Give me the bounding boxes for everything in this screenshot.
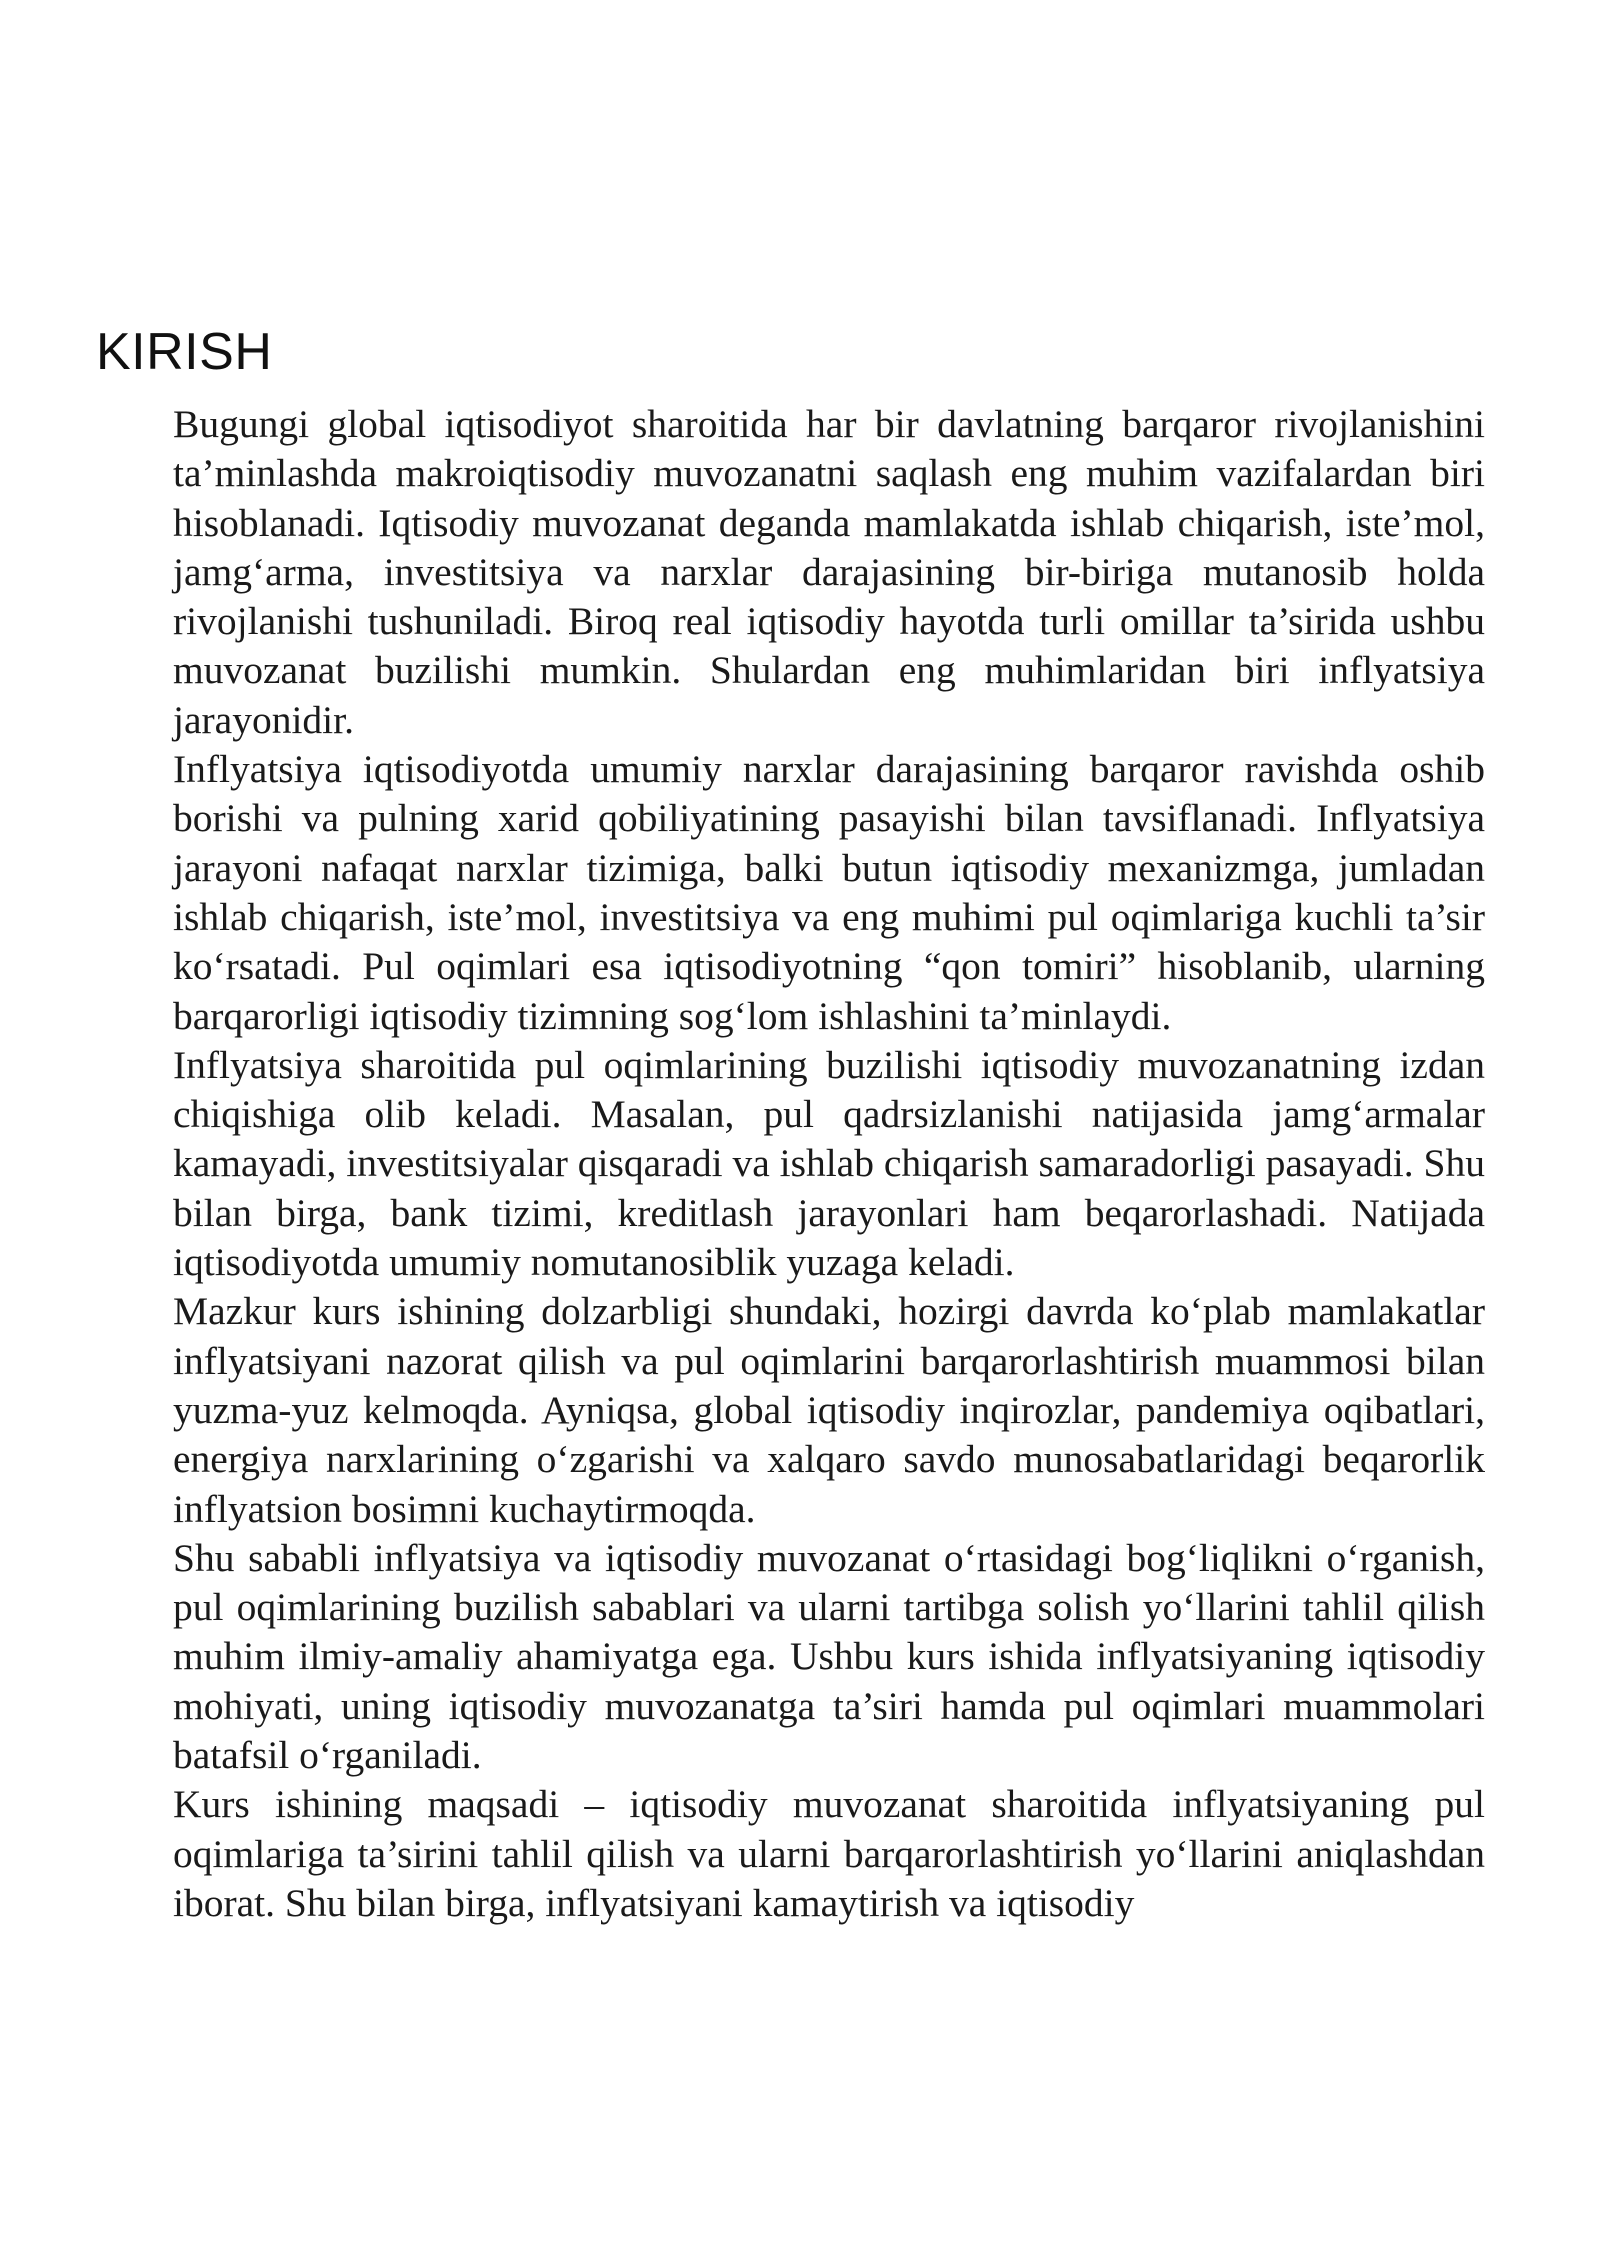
body-text — [173, 400, 1485, 1928]
paragraph-1: Bugungi global iqtisodiyot sharoitida har bir davlatning barqaror rivojlanishini ta’minlashda makroiqtisodiy muvozanatni saqlash eng muhim vazifalardan biri hisoblanadi. Iqtisodiy muvozanat deganda mamlakatda ishlab chiqarish, iste’mol, jamg‘arma, investitsiya va narxlar darajasining bir-biriga mutanosib holda rivojlanishi tushuniladi. Biroq real iqtisodiy hayotda turli omillar ta’sirida ushbu muvozanat buzilishi mumkin. Shulardan eng muhimlaridan biri inflyatsiya jarayonidir. — [173, 402, 1485, 742]
paragraph-5: Shu sababli inflyatsiya va iqtisodiy muvozanat o‘rtasidagi bog‘liqlikni o‘rganish, pul oqimlarining buzilish sabablari va ularni tartibga solish yo‘llarini tahlil qilish muhim ilmiy-amaliy ahamiyatga ega. Ushbu kurs ishida inflyatsiyaning iqtisodiy mohiyati, uning iqtisodiy muvozanatga ta’siri hamda pul oqimlari muammolari batafsil o‘rganiladi. — [173, 1535, 1485, 1778]
paragraph-6: Kurs ishining maqsadi – iqtisodiy muvozanat sharoitida inflyatsiyaning pul oqimlariga ta’sirini tahlil qilish va ularni barqarorlashtirish yo‘llarini aniqlashdan iborat. Shu bilan birga, inflyatsiyani kamaytirish va iqtisodiy — [173, 1782, 1485, 1925]
paragraph-2: Inflyatsiya iqtisodiyotda umumiy narxlar darajasining barqaror ravishda oshib borishi va pulning xarid qobiliyatining pasayishi bilan tavsiflanadi. Inflyatsiya jarayoni nafaqat narxlar tizimiga, balki butun iqtisodiy mexanizmga, jumladan ishlab chiqarish, iste’mol, investitsiya va eng muhimi pul oqimlariga kuchli ta’sir ko‘rsatadi. Pul oqimlari esa iqtisodiyotning “qon tomiri” hisoblanib, ularning barqarorligi iqtisodiy tizimning sog‘lom ishlashini ta’minlaydi. — [173, 747, 1485, 1038]
paragraph-4: Mazkur kurs ishining dolzarbligi shundaki, hozirgi davrda ko‘plab mamlakatlar inflyatsiyani nazorat qilish va pul oqimlarini barqarorlashtirish muammosi bilan yuzma-yuz kelmoqda. Ayniqsa, global iqtisodiy inqirozlar, pandemiya oqibatlari, energiya narxlarining o‘zgarishi va xalqaro savdo munosabatlaridagi beqarorlik inflyatsion bosimni kuchaytirmoqda. — [173, 1289, 1485, 1531]
paragraph-3: Inflyatsiya sharoitida pul oqimlarining buzilishi iqtisodiy muvozanatning izdan chiqishiga olib keladi. Masalan, pul qadrsizlanishi natijasida jamg‘armalar kamayadi, investitsiyalar qisqaradi va ishlab chiqarish samaradorligi pasayadi. Shu bilan birga, bank tizimi, kreditlash jarayonlari ham beqarorlashadi. Natijada iqtisodiyotda umumiy nomutanosiblik yuzaga keladi. — [173, 1042, 1485, 1285]
section-heading: KIRISH — [96, 323, 273, 381]
